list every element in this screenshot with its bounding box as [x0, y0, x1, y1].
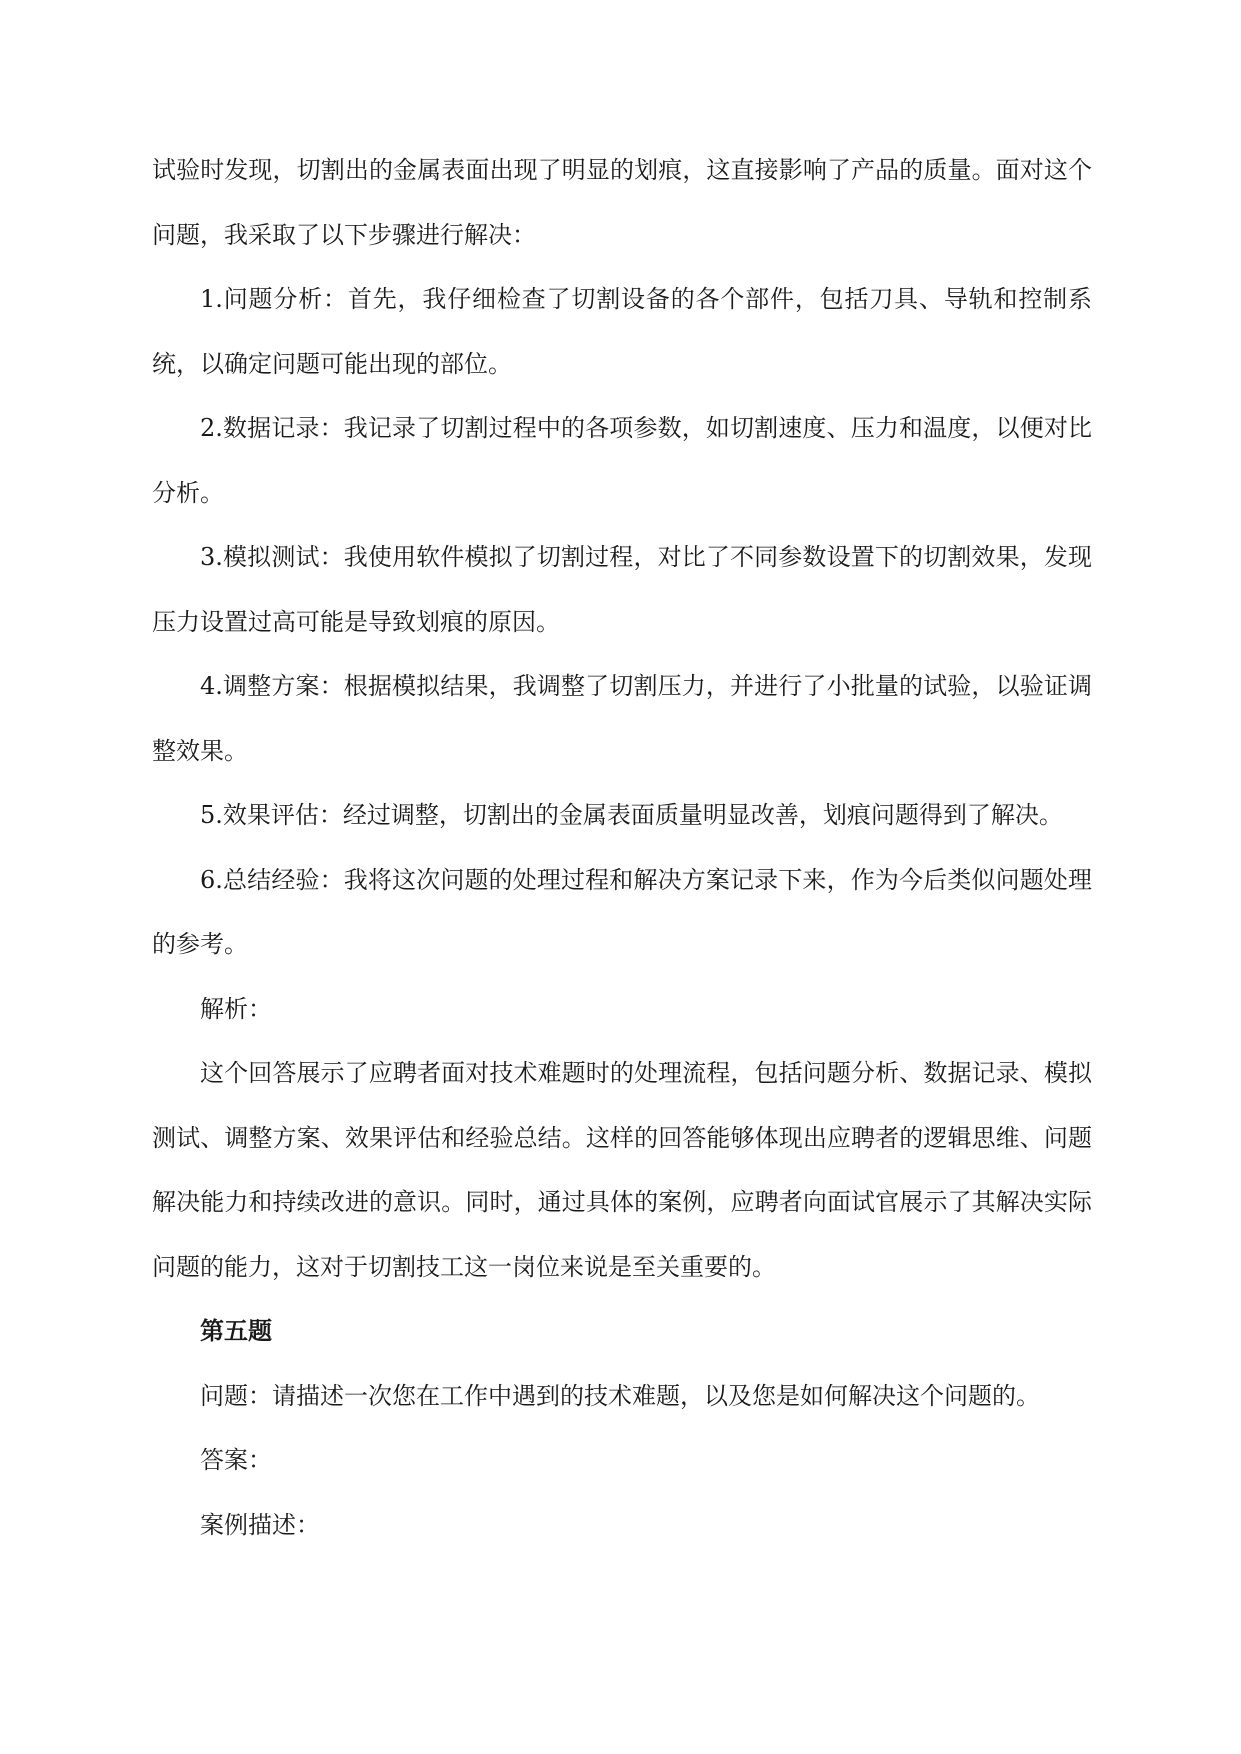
analysis-paragraph: 这个回答展示了应聘者面对技术难题时的处理流程，包括问题分析、数据记录、模拟测试、调整方案、效果评估和经验总结。这样的回答能够体现出应聘者的逻辑思维、问题解决能力和持续改进的意识。同时，通过具体的案例，应聘者向面试官展示了其解决实际问题的能力，这对于切割技工这一岗位来说是至关重要的。	[152, 1059, 1092, 1281]
answer-label: 答案：	[200, 1446, 272, 1474]
paragraph-step-5: 5.效果评估：经过调整，切割出的金属表面质量明显改善，划痕问题得到了解决。	[200, 801, 1063, 829]
paragraph-step-2: 2.数据记录：我记录了切割过程中的各项参数，如切割速度、压力和温度，以便对比分析。	[152, 414, 1092, 507]
paragraph-step-6: 6.总结经验：我将这次问题的处理过程和解决方案记录下来，作为今后类似问题处理的参考。	[152, 865, 1092, 958]
paragraph-step-3: 3.模拟测试：我使用软件模拟了切割过程，对比了不同参数设置下的切割效果，发现压力设置过高可能是导致划痕的原因。	[152, 543, 1092, 636]
paragraph-step-1: 1.问题分析：首先，我仔细检查了切割设备的各个部件，包括刀具、导轨和控制系统，以确定问题可能出现的部位。	[152, 285, 1092, 378]
document-body	[152, 138, 1092, 1557]
paragraph-step-4: 4.调整方案：根据模拟结果，我调整了切割压力，并进行了小批量的试验，以验证调整效果。	[152, 672, 1092, 765]
case-description-label: 案例描述：	[200, 1510, 320, 1539]
paragraph-intro: 试验时发现，切割出的金属表面出现了明显的划痕，这直接影响了产品的质量。面对这个问题，我采取了以下步骤进行解决：	[152, 156, 1092, 249]
section-heading: 第五题	[200, 1316, 272, 1345]
question-paragraph: 问题：请描述一次您在工作中遇到的技术难题，以及您是如何解决这个问题的。	[200, 1381, 1040, 1410]
analysis-label: 解析：	[200, 994, 272, 1023]
